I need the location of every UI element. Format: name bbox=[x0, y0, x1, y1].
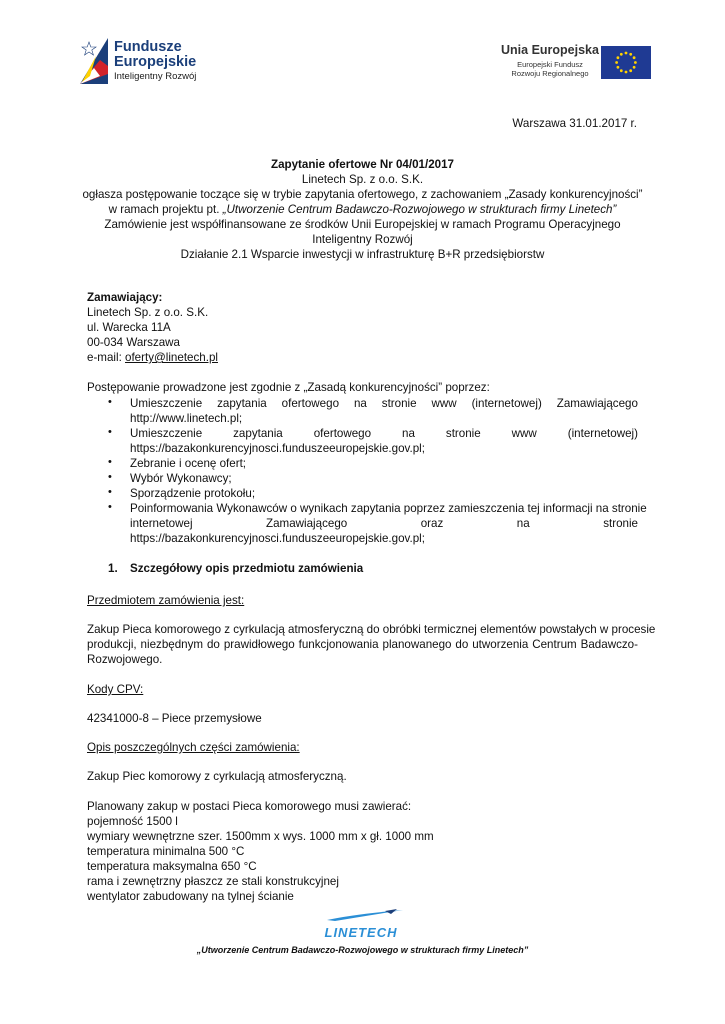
fe-flag-icon bbox=[80, 38, 108, 84]
cpv-value: 42341000-8 – Piece przemysłowe bbox=[87, 712, 262, 725]
word: ofertowego bbox=[313, 427, 372, 440]
word: www bbox=[511, 427, 537, 440]
email-link[interactable]: oferty@linetech.pl bbox=[125, 351, 218, 364]
ue-logo-sub1: Europejski Fundusz bbox=[517, 60, 583, 69]
title-line5: Działanie 2.1 Wsparcie inwestycji w infrastrukturę B+R przedsiębiorstw bbox=[180, 248, 545, 261]
word: Umieszczenie bbox=[130, 427, 203, 440]
spec-temp-max: temperatura maksymalna 650 °C bbox=[87, 860, 257, 873]
title-line3: Zamówienie jest współfinansowane ze środków Unii Europejskiej w ramach Programu Operacyjnego bbox=[104, 218, 621, 231]
cpv-label: Kody CPV: bbox=[87, 683, 144, 696]
linetech-logo-text: LINETECH bbox=[324, 925, 398, 940]
word: Umieszczenie bbox=[130, 397, 203, 410]
spec-frame: rama i zewnętrzny płaszcz ze stali konstrukcyjnej bbox=[87, 875, 339, 888]
procedure-item-1-line1 bbox=[130, 396, 638, 411]
bullet-icon: • bbox=[108, 456, 112, 468]
word: prawidłowego bbox=[223, 638, 295, 651]
word: oraz bbox=[420, 517, 444, 530]
linetech-swoosh-icon bbox=[325, 908, 405, 922]
ordering-street: ul. Warecka 11A bbox=[87, 321, 171, 334]
word: zapytania bbox=[217, 397, 267, 410]
word: do bbox=[455, 638, 469, 651]
procedure-item-6-line3: https://bazakonkurencyjnosci.funduszeeuropejskie.gov.pl; bbox=[130, 532, 425, 545]
word: ofertowego bbox=[281, 397, 340, 410]
word: internetowej bbox=[130, 517, 193, 530]
unia-europejska-logo bbox=[490, 40, 652, 88]
word: stronie bbox=[381, 397, 417, 410]
fe-logo-sub: Inteligentny Rozwój bbox=[114, 71, 197, 82]
word: www bbox=[431, 397, 457, 410]
ordering-label: Zamawiający: bbox=[87, 291, 163, 304]
ordering-city: 00-034 Warszawa bbox=[87, 336, 181, 349]
procedure-item-2-line2: https://bazakonkurencyjnosci.funduszeeuropejskie.gov.pl; bbox=[130, 442, 425, 455]
linetech-logo bbox=[305, 908, 417, 942]
title-company: Linetech Sp. z o.o. S.K. bbox=[301, 173, 424, 186]
word: utworzenia bbox=[472, 638, 529, 651]
project-title: „Utworzenie Centrum Badawczo-Rozwojowego w strukturach firmy Linetech” bbox=[222, 203, 617, 216]
word: Badawczo- bbox=[580, 638, 638, 651]
word: (internetowej) bbox=[471, 397, 542, 410]
footer-caption: „Utworzenie Centrum Badawczo-Rozwojowego w strukturach firmy Linetech” bbox=[196, 945, 529, 955]
bullet-icon: • bbox=[108, 471, 112, 483]
word: na bbox=[353, 397, 367, 410]
fe-logo-line2: Europejskie bbox=[114, 54, 197, 70]
subject-line3: Rozwojowego. bbox=[87, 653, 163, 666]
word: Centrum bbox=[532, 638, 577, 651]
ordering-email-line bbox=[87, 350, 218, 365]
word: planowanego bbox=[382, 638, 452, 651]
section-number: 1. bbox=[108, 562, 118, 575]
procedure-item-6-line1: Poinformowania Wykonawców o wynikach zapytania poprzez zamieszczenia tej informacji na stronie bbox=[130, 502, 647, 515]
bullet-icon: • bbox=[108, 396, 112, 408]
word: produkcji, bbox=[87, 638, 137, 651]
word: niezbędnym bbox=[140, 638, 204, 651]
spec-intro: Planowany zakup w postaci Pieca komorowego musi zawierać: bbox=[87, 800, 412, 813]
spec-temp-min: temperatura minimalna 500 °C bbox=[87, 845, 245, 858]
fundusze-europejskie-logo bbox=[80, 38, 200, 86]
bullet-icon: • bbox=[108, 426, 112, 438]
procedure-item-1-line2: http://www.linetech.pl; bbox=[130, 412, 243, 425]
procedure-item-2-line1 bbox=[130, 426, 638, 441]
word: stronie bbox=[603, 517, 638, 530]
document-heading: Zapytanie ofertowe Nr 04/01/2017 bbox=[270, 158, 454, 171]
fe-logo-line1: Fundusze bbox=[114, 39, 182, 55]
spec-fan: wentylator zabudowany na tylnej ścianie bbox=[87, 890, 294, 903]
word: Zamawiającego bbox=[266, 517, 348, 530]
procedure-item-5: Sporządzenie protokołu; bbox=[130, 487, 256, 500]
word: na bbox=[402, 427, 415, 440]
title-line2-prefix: w ramach projektu pt. bbox=[108, 203, 223, 216]
ordering-name: Linetech Sp. z o.o. S.K. bbox=[87, 306, 209, 319]
procedure-intro: Postępowanie prowadzone jest zgodnie z „Zasadą konkurencyjności” poprzez: bbox=[87, 381, 490, 394]
section-title: Szczegółowy opis przedmiotu zamówienia bbox=[130, 562, 364, 575]
procedure-item-3: Zebranie i ocenę ofert; bbox=[130, 457, 247, 470]
spec-capacity: pojemność 1500 l bbox=[87, 815, 178, 828]
ue-logo-sub2: Rozwoju Regionalnego bbox=[511, 69, 589, 78]
word: stronie bbox=[445, 427, 481, 440]
subject-line2 bbox=[87, 637, 638, 652]
word: na bbox=[516, 517, 530, 530]
parts-value: Zakup Piec komorowy z cyrkulacją atmosferyczną. bbox=[87, 770, 347, 783]
title-line1: ogłasza postępowanie toczące się w trybie zapytania ofertowego, z zachowaniem „Zasady konkurencyjności” bbox=[82, 188, 643, 201]
word: do bbox=[206, 638, 220, 651]
eu-flag-icon bbox=[601, 46, 651, 79]
ue-logo-title: Unia Europejska bbox=[501, 43, 599, 57]
procedure-item-4: Wybór Wykonawcy; bbox=[130, 472, 232, 485]
email-prefix: e-mail: bbox=[87, 351, 126, 364]
word: funkcjonowania bbox=[298, 638, 379, 651]
spec-dimensions: wymiary wewnętrzne szer. 1500mm x wys. 1000 mm x gł. 1000 mm bbox=[87, 830, 434, 843]
bullet-icon: • bbox=[108, 501, 112, 513]
parts-label: Opis poszczególnych części zamówienia: bbox=[87, 741, 300, 754]
word: zapytania bbox=[233, 427, 283, 440]
document-date: Warszawa 31.01.2017 r. bbox=[512, 117, 637, 130]
word: Zamawiającego bbox=[556, 397, 638, 410]
word: (internetowej) bbox=[567, 427, 638, 440]
bullet-icon: • bbox=[108, 486, 112, 498]
title-line4: Inteligentny Rozwój bbox=[312, 233, 413, 246]
subject-line1: Zakup Pieca komorowego z cyrkulacją atmosferyczną do obróbki termicznej elementów powstałych w procesie bbox=[87, 623, 656, 636]
subject-label: Przedmiotem zamówienia jest: bbox=[87, 594, 245, 607]
procedure-item-6-line2 bbox=[130, 516, 638, 531]
title-line2 bbox=[0, 202, 725, 217]
